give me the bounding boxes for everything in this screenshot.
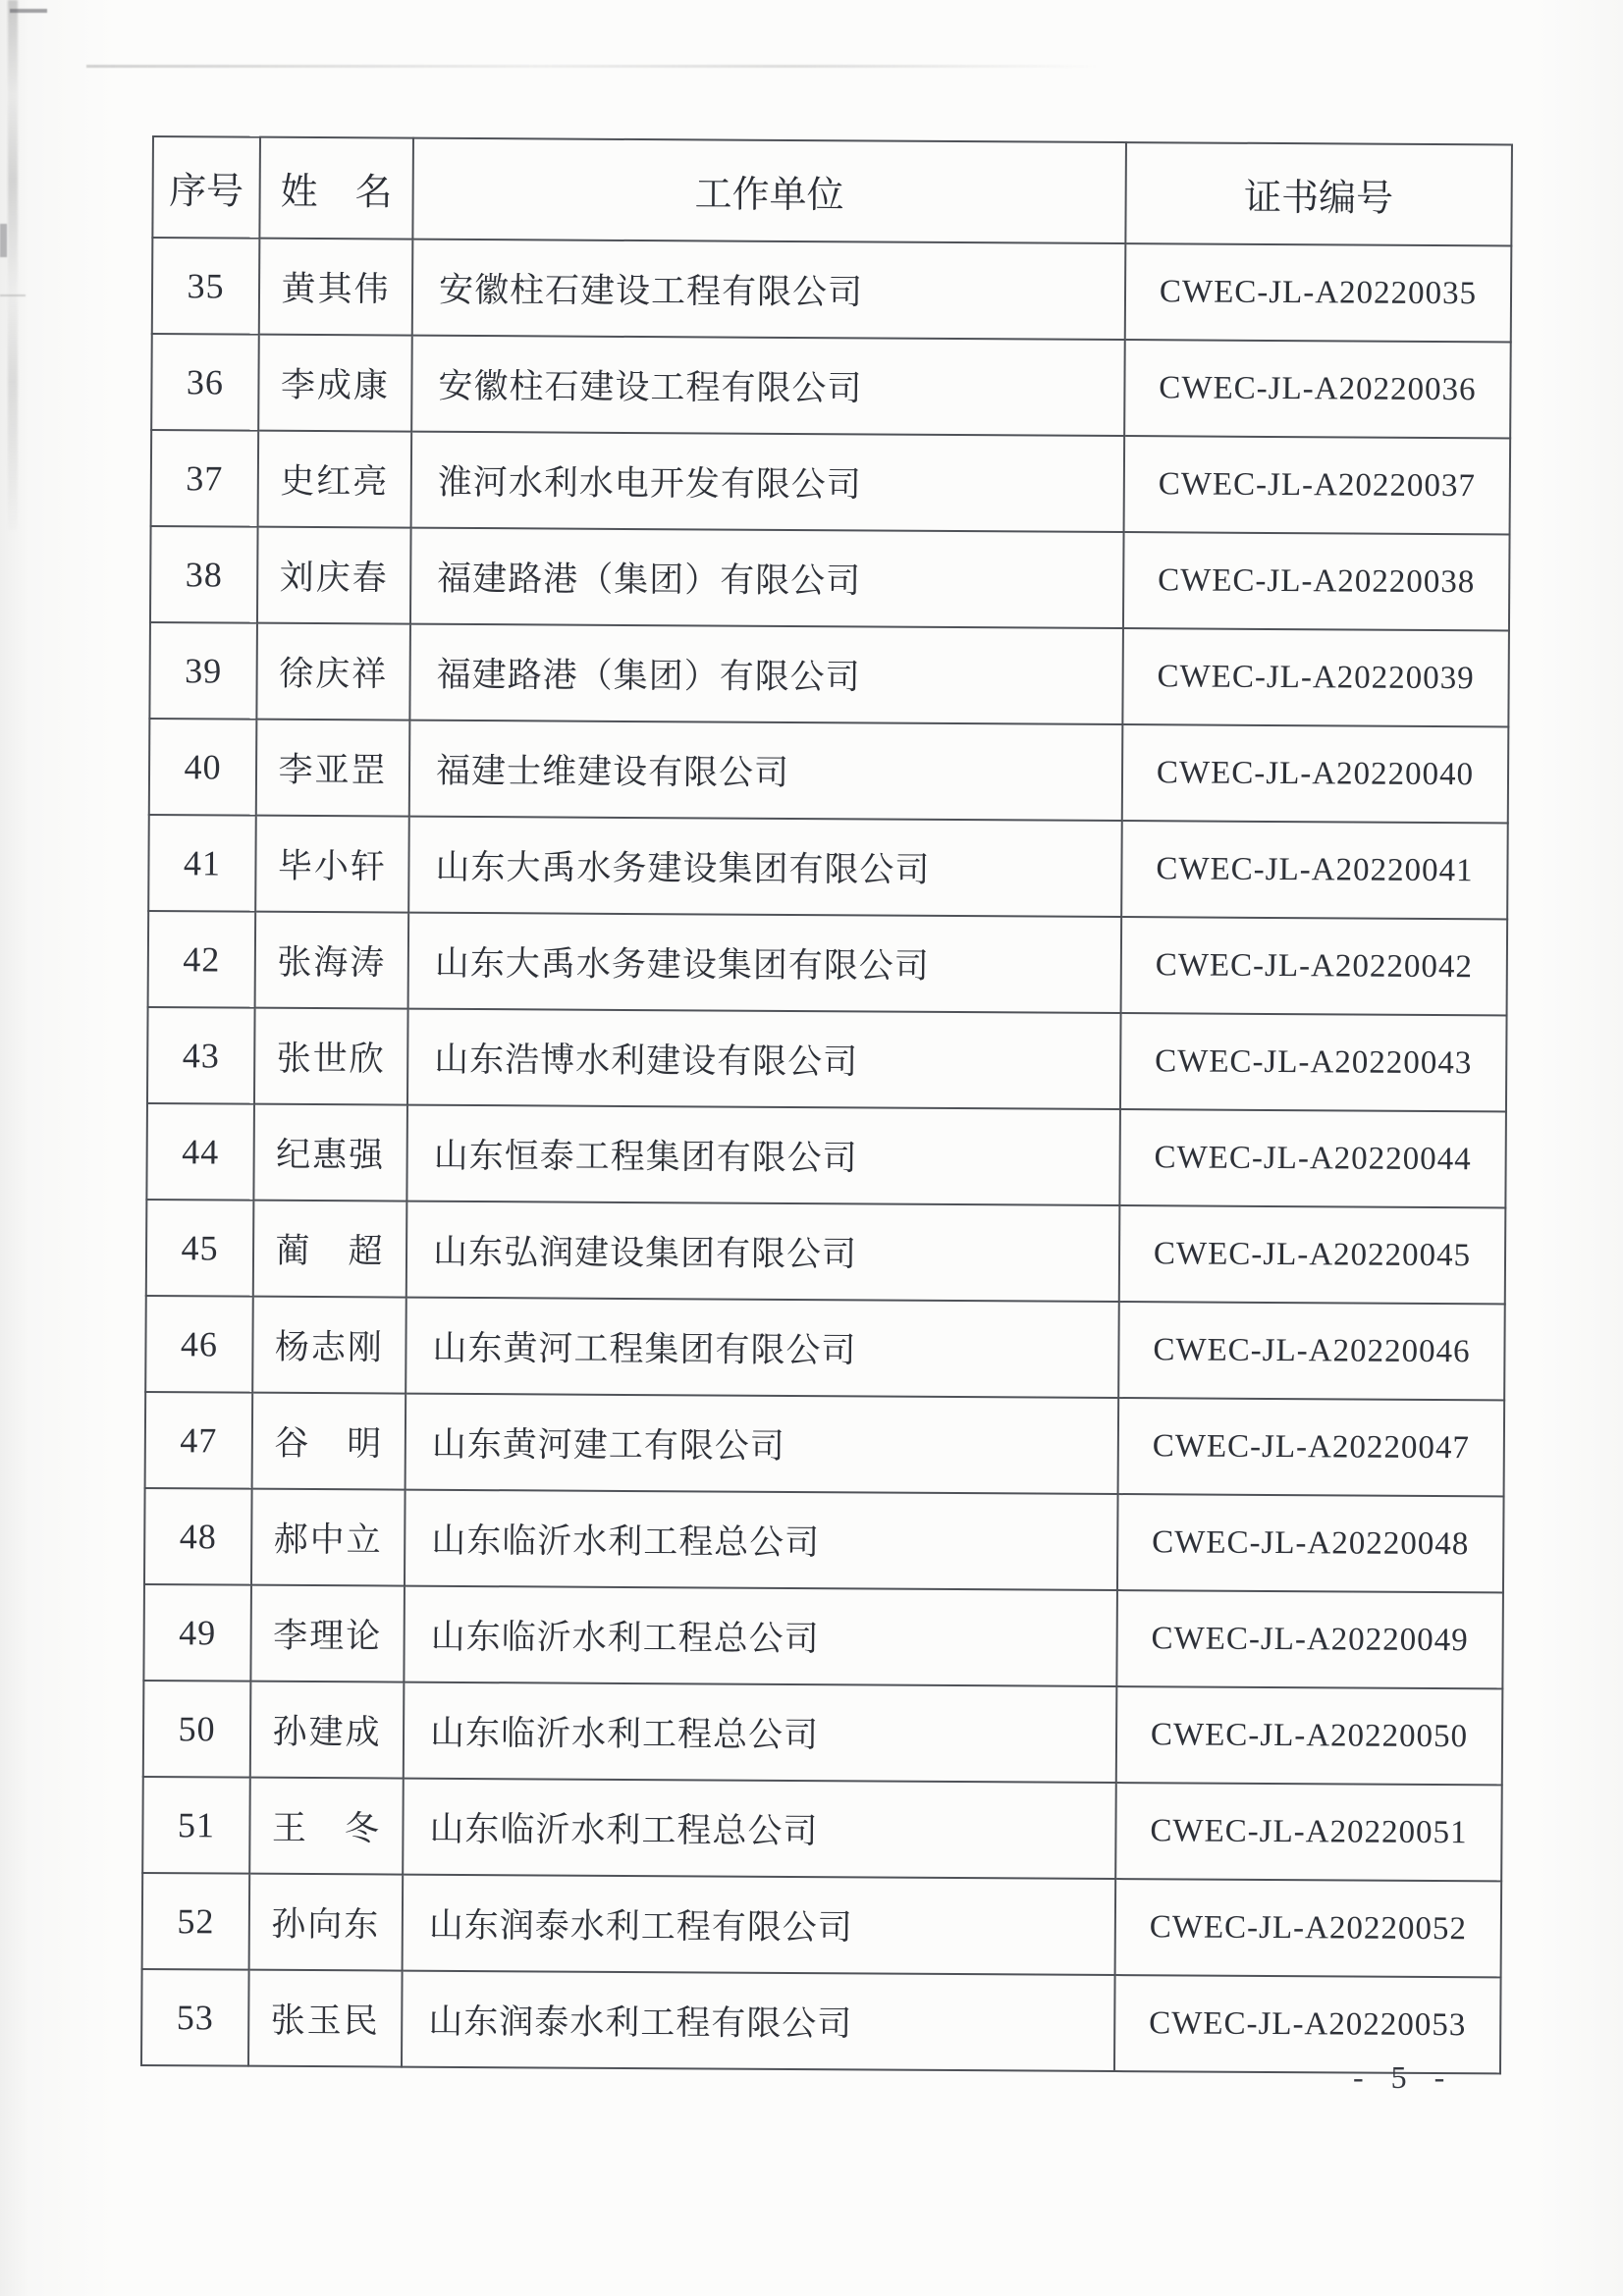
certificate-number-cell: CWEC-JL-A20220051 — [1115, 1783, 1502, 1881]
scan-streak-artifact — [8, 0, 18, 530]
name-cell: 蔺 超 — [253, 1201, 407, 1298]
column-header-name: 姓 名 — [259, 137, 413, 240]
serial-number-cell: 40 — [149, 719, 257, 816]
serial-number-cell: 47 — [145, 1392, 253, 1489]
serial-number-cell: 50 — [143, 1681, 251, 1778]
table-row — [151, 334, 1511, 438]
work-unit-cell: 山东黄河工程集团有限公司 — [406, 1298, 1119, 1398]
certificate-number-cell: CWEC-JL-A20220041 — [1121, 821, 1508, 919]
name-cell: 王 冬 — [249, 1778, 404, 1875]
column-header-serial-number: 序号 — [152, 136, 260, 239]
table-row — [142, 1873, 1502, 1977]
name-cell: 徐庆祥 — [256, 623, 410, 721]
serial-number-cell: 48 — [144, 1488, 252, 1585]
serial-number-cell: 51 — [142, 1777, 250, 1874]
work-unit-cell: 淮河水利水电开发有限公司 — [411, 432, 1125, 532]
name-cell: 谷 明 — [252, 1393, 406, 1490]
name-cell: 李成康 — [258, 335, 412, 432]
serial-number-cell: 35 — [152, 238, 260, 335]
work-unit-cell: 福建士维建设有限公司 — [409, 721, 1123, 821]
certificate-number-cell: CWEC-JL-A20220053 — [1114, 1975, 1501, 2073]
header-row — [152, 136, 1512, 245]
table-body — [141, 238, 1511, 2073]
certificate-number-cell: CWEC-JL-A20220045 — [1119, 1205, 1506, 1304]
name-cell: 张玉民 — [248, 1970, 403, 2067]
work-unit-cell: 安徽柱石建设工程有限公司 — [412, 240, 1126, 340]
table-row — [143, 1681, 1503, 1785]
serial-number-cell: 36 — [151, 334, 259, 431]
serial-number-cell: 42 — [148, 911, 256, 1008]
column-header-work-unit: 工作单位 — [412, 138, 1126, 243]
work-unit-cell: 山东恒泰工程集团有限公司 — [406, 1105, 1120, 1205]
work-unit-cell: 山东弘润建设集团有限公司 — [406, 1201, 1120, 1302]
table-row — [148, 911, 1508, 1015]
work-unit-cell: 山东大禹水务建设集团有限公司 — [408, 913, 1122, 1013]
work-unit-cell: 山东临沂水利工程总公司 — [404, 1682, 1117, 1783]
certificate-number-cell: CWEC-JL-A20220052 — [1115, 1879, 1502, 1977]
table-row — [147, 1007, 1507, 1111]
scan-mark-artifact — [0, 224, 7, 257]
name-cell: 张世欣 — [254, 1008, 408, 1105]
name-cell: 杨志刚 — [252, 1297, 406, 1394]
serial-number-cell: 39 — [149, 622, 257, 720]
serial-number-cell: 46 — [145, 1296, 253, 1393]
table-row — [145, 1392, 1505, 1496]
page-number: - 5 - — [1353, 2059, 1455, 2095]
serial-number-cell: 53 — [141, 1969, 249, 2066]
serial-number-cell: 41 — [148, 815, 256, 912]
name-cell: 孙建成 — [250, 1682, 405, 1779]
name-cell: 毕小轩 — [255, 816, 409, 913]
name-cell: 郝中立 — [251, 1489, 406, 1586]
scan-line-artifact — [86, 65, 1098, 68]
work-unit-cell: 山东临沂水利工程总公司 — [404, 1586, 1117, 1686]
certificate-number-cell: CWEC-JL-A20220040 — [1122, 724, 1509, 823]
serial-number-cell: 38 — [150, 526, 258, 623]
certificate-number-cell: CWEC-JL-A20220046 — [1118, 1302, 1505, 1400]
table-row — [151, 430, 1511, 534]
work-unit-cell: 山东润泰水利工程有限公司 — [403, 1875, 1116, 1975]
certificate-number-cell: CWEC-JL-A20220035 — [1125, 243, 1512, 342]
table-row — [149, 622, 1509, 726]
table-row — [148, 815, 1508, 919]
table-row — [146, 1103, 1506, 1207]
work-unit-cell: 山东润泰水利工程有限公司 — [402, 1971, 1115, 2071]
work-unit-cell: 山东浩博水利建设有限公司 — [407, 1009, 1121, 1109]
work-unit-cell: 山东临沂水利工程总公司 — [403, 1779, 1116, 1879]
work-unit-cell: 山东临沂水利工程总公司 — [405, 1490, 1118, 1590]
serial-number-cell: 49 — [143, 1584, 251, 1682]
work-unit-cell: 山东大禹水务建设集团有限公司 — [408, 817, 1122, 917]
certificate-number-cell: CWEC-JL-A20220050 — [1116, 1686, 1503, 1785]
serial-number-cell: 44 — [146, 1103, 254, 1201]
table-row — [152, 238, 1512, 342]
table-row — [150, 526, 1510, 630]
scan-line-artifact — [0, 294, 26, 296]
work-unit-cell: 福建路港（集团）有限公司 — [409, 624, 1123, 724]
certificate-number-cell: CWEC-JL-A20220049 — [1116, 1590, 1503, 1688]
scan-mark-artifact — [10, 9, 47, 13]
certificate-number-cell: CWEC-JL-A20220043 — [1120, 1013, 1507, 1111]
column-header-certificate-number: 证书编号 — [1125, 142, 1512, 245]
work-unit-cell: 安徽柱石建设工程有限公司 — [411, 336, 1125, 436]
certificate-number-cell: CWEC-JL-A20220037 — [1124, 436, 1511, 534]
table-row — [141, 1969, 1501, 2073]
certificate-number-cell: CWEC-JL-A20220048 — [1117, 1494, 1504, 1592]
table-row — [145, 1296, 1505, 1400]
name-cell: 刘庆春 — [257, 527, 411, 624]
table-row — [143, 1584, 1503, 1688]
certificate-number-cell: CWEC-JL-A20220036 — [1124, 340, 1511, 438]
name-cell: 李亚罡 — [256, 720, 410, 817]
table-row — [146, 1200, 1506, 1304]
serial-number-cell: 52 — [142, 1873, 250, 1970]
table-row — [144, 1488, 1504, 1592]
serial-number-cell: 43 — [147, 1007, 255, 1104]
table-row — [149, 719, 1509, 823]
certificate-number-cell: CWEC-JL-A20220039 — [1122, 628, 1509, 726]
name-cell: 李理论 — [250, 1585, 405, 1682]
name-cell: 张海涛 — [255, 912, 409, 1009]
table-row — [142, 1777, 1502, 1881]
serial-number-cell: 37 — [151, 430, 259, 527]
table-header — [152, 136, 1512, 245]
serial-number-cell: 45 — [146, 1200, 254, 1297]
work-unit-cell: 福建路港（集团）有限公司 — [410, 528, 1124, 628]
certificate-number-cell: CWEC-JL-A20220038 — [1123, 532, 1510, 630]
certificate-number-cell: CWEC-JL-A20220042 — [1121, 917, 1508, 1015]
name-cell: 黄其伟 — [259, 239, 413, 336]
certificate-number-cell: CWEC-JL-A20220044 — [1119, 1109, 1506, 1207]
name-cell: 孙向东 — [249, 1874, 404, 1971]
name-cell: 史红亮 — [258, 431, 412, 528]
work-unit-cell: 山东黄河建工有限公司 — [406, 1394, 1119, 1494]
name-cell: 纪惠强 — [253, 1104, 407, 1201]
certificate-number-cell: CWEC-JL-A20220047 — [1118, 1398, 1505, 1496]
certificate-roster-table — [140, 135, 1513, 2074]
certificate-roster-table-wrap — [140, 135, 1513, 2074]
